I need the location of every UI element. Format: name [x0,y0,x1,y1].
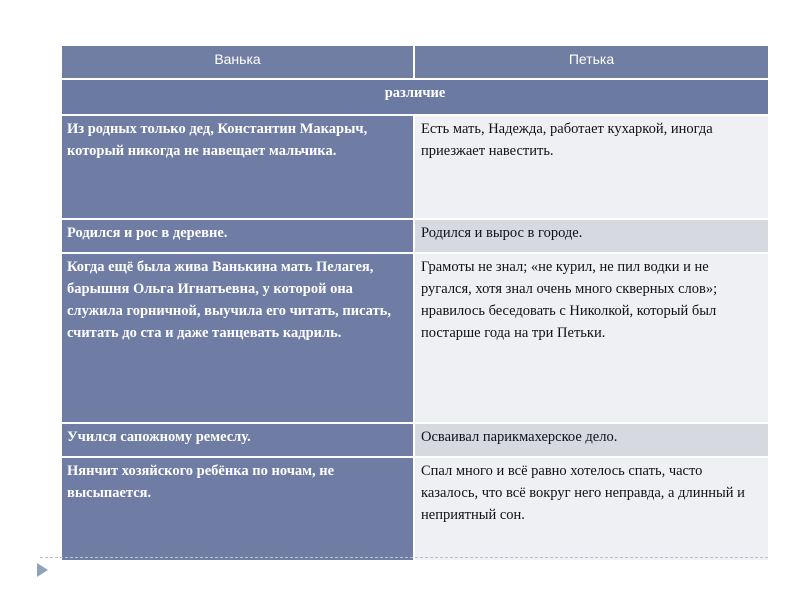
table-row [61,457,769,561]
table-row [61,115,769,219]
petka-cell: Есть мать, Надежда, работает кухаркой, иногда приезжает навестить. [414,115,769,219]
petka-cell: Родился и вырос в городе. [414,219,769,253]
slide-divider [40,557,768,558]
triangle-bullet-icon [37,563,48,577]
table-row [61,253,769,423]
petka-cell: Спал много и всё равно хотелось спать, часто казалось, что всё вокруг него неправда, а длинный и неприятный сон. [414,457,769,561]
table-header-row [61,45,769,79]
petka-cell: Грамоты не знал; «не курил, не пил водки и не ругался, хотя знал очень много скверных слов»; нравилось беседовать с Николкой, который был постарше года на три Петьки. [414,253,769,423]
table-row [61,423,769,457]
petka-cell: Осваивал парикмахерское дело. [414,423,769,457]
vanka-cell: Родился и рос в деревне. [61,219,414,253]
vanka-cell: Учился сапожному ремеслу. [61,423,414,457]
section-title: различие [61,79,769,115]
vanka-cell: Когда ещё была жива Ванькина мать Пелагея, барышня Ольга Игнатьевна, у которой она служила горничной, выучила его читать, писать, считать до ста и даже танцевать кадриль. [61,253,414,423]
header-vanka: Ванька [61,45,414,79]
vanka-cell: Нянчит хозяйского ребёнка по ночам, не высыпается. [61,457,414,561]
header-petka: Петька [414,45,769,79]
comparison-table [60,44,770,562]
vanka-cell: Из родных только дед, Константин Макарыч, который никогда не навещает мальчика. [61,115,414,219]
section-row [61,79,769,115]
table-row [61,219,769,253]
